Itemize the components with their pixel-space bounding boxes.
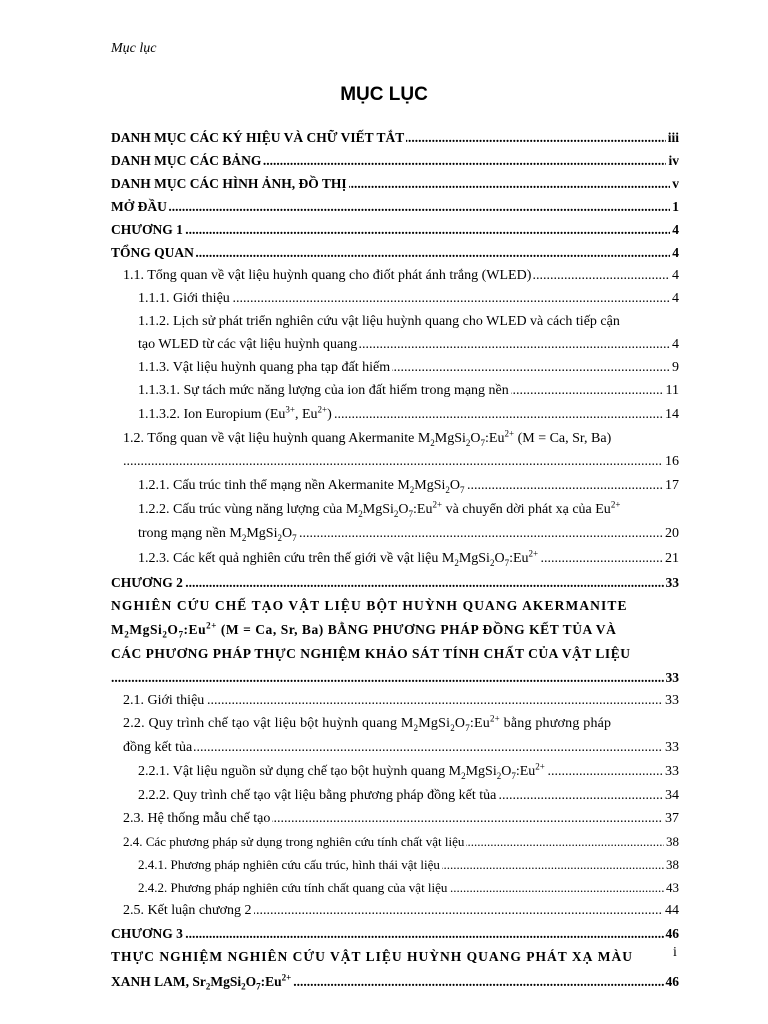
toc-entry-title: 2.1. Giới thiệu xyxy=(123,693,205,708)
dot-leader xyxy=(111,571,679,594)
toc-entry[interactable] xyxy=(123,830,679,853)
toc-entry-line[interactable] xyxy=(138,310,679,333)
dot-leader xyxy=(111,241,679,264)
toc-entry[interactable] xyxy=(138,759,679,784)
toc-entry[interactable] xyxy=(111,969,679,994)
toc-entry[interactable] xyxy=(138,853,679,876)
toc-entry-title: 1.1.1. Giới thiệu xyxy=(138,291,230,306)
dot-leader xyxy=(123,450,679,473)
toc-entry-title: $M_2MgSi_2O_7:Eu^{2+}$ (M = Ca, Sr, Ba) BẰNG PHƯƠNG PHÁP ĐỒNG KẾT TỦA VÀ xyxy=(111,620,617,640)
toc-entry-line[interactable] xyxy=(138,498,679,521)
toc-entry-page: 4 xyxy=(670,287,679,310)
toc-entry-page: 43 xyxy=(664,876,679,899)
toc-entry-page: 33 xyxy=(664,571,680,594)
toc-entry[interactable] xyxy=(138,546,679,571)
table-of-contents xyxy=(111,126,679,994)
toc-entry[interactable] xyxy=(138,356,679,379)
page-title: MỤC LỤC xyxy=(340,84,428,105)
toc-entry[interactable] xyxy=(138,379,679,402)
toc-entry[interactable] xyxy=(111,218,679,241)
toc-entry-title: XANH LAM, $Sr_2MgSi_2O_7:Eu^{2+}$ xyxy=(111,972,292,992)
toc-entry-title: 1.2.2. Cấu trúc vùng năng lượng của $M_2MgSi_2O_7:Eu^{2+}$ và chuyển dời phát xạ của $Eu^{2+}$ xyxy=(138,499,621,519)
toc-entry-page: 34 xyxy=(663,784,679,807)
toc-entry-page: v xyxy=(670,172,679,195)
toc-entry[interactable] xyxy=(123,689,679,712)
toc-entry-title: MỞ ĐẦU xyxy=(111,199,167,214)
dot-leader xyxy=(111,195,679,218)
dot-leader xyxy=(111,922,679,945)
toc-entry-line[interactable] xyxy=(123,712,679,736)
toc-entry-title: DANH MỤC CÁC HÌNH ẢNH, ĐỒ THỊ xyxy=(111,176,347,191)
toc-entry-page: 33 xyxy=(663,759,679,784)
toc-entry-title: 2.4.2. Phương pháp nghiên cứu tính chất quang của vật liệu xyxy=(138,880,448,895)
toc-entry-title: CHƯƠNG 1 xyxy=(111,222,183,237)
toc-entry-title: tạo WLED từ các vật liệu huỳnh quang xyxy=(138,337,358,352)
toc-entry-title: trong mạng nền $M_2MgSi_2O_7$ xyxy=(138,526,297,543)
toc-entry-page: 33 xyxy=(664,666,680,689)
toc-entry-page: 37 xyxy=(663,807,679,830)
toc-entry[interactable] xyxy=(123,807,679,830)
toc-entry-page: 14 xyxy=(663,402,679,427)
toc-entry-page: 46 xyxy=(664,969,680,994)
toc-entry-title: 2.2. Quy trình chế tạo vật liệu bột huỳnh quang $M_2MgSi_2O_7:Eu^{2+}$ bằng phương pháp xyxy=(123,713,612,733)
toc-entry-page: 9 xyxy=(670,356,679,379)
toc-entry[interactable] xyxy=(111,195,679,218)
toc-entry[interactable] xyxy=(111,149,679,172)
toc-entry-line[interactable] xyxy=(111,618,679,642)
running-header: Mục lục xyxy=(111,41,157,56)
toc-entry-title: DANH MỤC CÁC BẢNG xyxy=(111,153,262,168)
toc-entry-title: 2.3. Hệ thống mẫu chế tạo xyxy=(123,811,271,826)
dot-leader xyxy=(111,218,679,241)
toc-entry[interactable] xyxy=(111,172,679,195)
toc-entry-title: 1.1.3.2. Ion Europium ($Eu^{3+}$, $Eu^{2+}$) xyxy=(138,404,332,422)
toc-entry-page: 4 xyxy=(670,333,679,356)
toc-entry[interactable] xyxy=(111,126,679,149)
toc-entry[interactable] xyxy=(138,333,679,356)
toc-entry[interactable] xyxy=(123,450,679,473)
toc-entry-page: 44 xyxy=(663,899,679,922)
toc-entry-page: 33 xyxy=(663,689,679,712)
toc-entry-title: 2.2.1. Vật liệu nguồn sử dụng chế tạo bột huỳnh quang $M_2MgSi_2O_7:Eu^{2+}$ xyxy=(138,761,545,781)
toc-entry-title: 1.1. Tổng quan về vật liệu huỳnh quang cho điốt phát ánh trắng (WLED) xyxy=(123,268,532,283)
toc-entry-page: 21 xyxy=(663,546,679,571)
toc-entry-page: iii xyxy=(666,126,679,149)
dot-leader xyxy=(123,689,679,712)
toc-entry-title: CHƯƠNG 3 xyxy=(111,926,183,941)
toc-entry-title: NGHIÊN CỨU CHẾ TẠO VẬT LIỆU BỘT HUỲNH QUANG AKERMANITE xyxy=(111,598,628,613)
toc-entry-title: 1.1.3.1. Sự tách mức năng lượng của ion đất hiếm trong mạng nền xyxy=(138,383,509,398)
dot-leader xyxy=(123,736,679,759)
toc-entry-page: 11 xyxy=(664,379,679,402)
toc-entry-title: DANH MỤC CÁC KÝ HIỆU VÀ CHỮ VIẾT TẮT xyxy=(111,130,405,145)
toc-entry-page: 1 xyxy=(670,195,679,218)
toc-entry-page: 46 xyxy=(664,922,680,945)
toc-entry-title: 2.2.2. Quy trình chế tạo vật liệu bằng phương pháp đồng kết tủa xyxy=(138,788,497,803)
dot-leader xyxy=(111,666,679,689)
toc-entry[interactable] xyxy=(111,241,679,264)
toc-entry-title: 2.4.1. Phương pháp nghiên cứu cấu trúc, hình thái vật liệu xyxy=(138,857,440,872)
toc-entry-title: CHƯƠNG 2 xyxy=(111,575,183,590)
toc-entry-title: 2.5. Kết luận chương 2 xyxy=(123,903,252,918)
toc-entry-line[interactable] xyxy=(123,427,679,450)
toc-entry[interactable] xyxy=(138,876,679,899)
toc-entry[interactable] xyxy=(138,784,679,807)
toc-entry[interactable] xyxy=(123,736,679,759)
toc-entry-page: 17 xyxy=(663,473,679,498)
toc-entry-title: TỔNG QUAN xyxy=(111,245,194,260)
toc-entry-title: 1.2.1. Cấu trúc tinh thể mạng nền Akermanite $M_2MgSi_2O_7$ xyxy=(138,478,465,495)
toc-entry-page: 38 xyxy=(664,853,679,876)
toc-entry[interactable] xyxy=(111,922,679,945)
toc-entry-title: 1.1.2. Lịch sử phát triển nghiên cứu vật liệu huỳnh quang cho WLED và cách tiếp cận xyxy=(138,314,620,329)
toc-entry-title: 1.2.3. Các kết quả nghiên cứu trên thế giới về vật liệu $M_2MgSi_2O_7:Eu^{2+}$ xyxy=(138,548,539,568)
page-number: i xyxy=(673,945,677,960)
toc-entry[interactable] xyxy=(111,571,679,594)
toc-entry[interactable] xyxy=(138,521,679,546)
toc-entry[interactable] xyxy=(138,473,679,498)
toc-entry-title: 2.4. Các phương pháp sử dụng trong nghiên cứu tính chất vật liệu xyxy=(123,834,465,849)
toc-entry-line[interactable] xyxy=(111,594,679,618)
toc-entry[interactable] xyxy=(123,899,679,922)
toc-entry-title: 1.1.3. Vật liệu huỳnh quang pha tạp đất hiếm xyxy=(138,360,391,375)
toc-entry-page: 16 xyxy=(663,450,679,473)
toc-entry-page: 4 xyxy=(670,241,679,264)
toc-entry-title: đồng kết tủa xyxy=(123,740,193,755)
toc-entry[interactable] xyxy=(138,287,679,310)
toc-entry-title: THỰC NGHIỆM NGHIÊN CỨU VẬT LIỆU HUỲNH QUANG PHÁT XẠ MÀU xyxy=(111,949,634,964)
toc-entry-page: 4 xyxy=(670,218,679,241)
toc-entry[interactable] xyxy=(123,264,679,287)
toc-entry-title: CÁC PHƯƠNG PHÁP THỰC NGHIỆM KHẢO SÁT TÍNH CHẤT CỦA VẬT LIỆU xyxy=(111,646,631,661)
toc-entry-page: iv xyxy=(666,149,679,172)
toc-entry-line[interactable] xyxy=(111,945,679,969)
toc-entry-page: 4 xyxy=(670,264,679,287)
toc-entry[interactable] xyxy=(111,666,679,689)
toc-entry-title: 1.2. Tổng quan về vật liệu huỳnh quang Akermanite $M_2MgSi_2O_7:Eu^{2+}$ (M = Ca, Sr, Ba) xyxy=(123,428,612,448)
toc-entry-page: 33 xyxy=(663,736,679,759)
toc-entry-line[interactable] xyxy=(111,642,679,666)
toc-entry-page: 20 xyxy=(663,521,679,546)
toc-entry[interactable] xyxy=(138,402,679,427)
toc-entry-page: 38 xyxy=(664,830,679,853)
